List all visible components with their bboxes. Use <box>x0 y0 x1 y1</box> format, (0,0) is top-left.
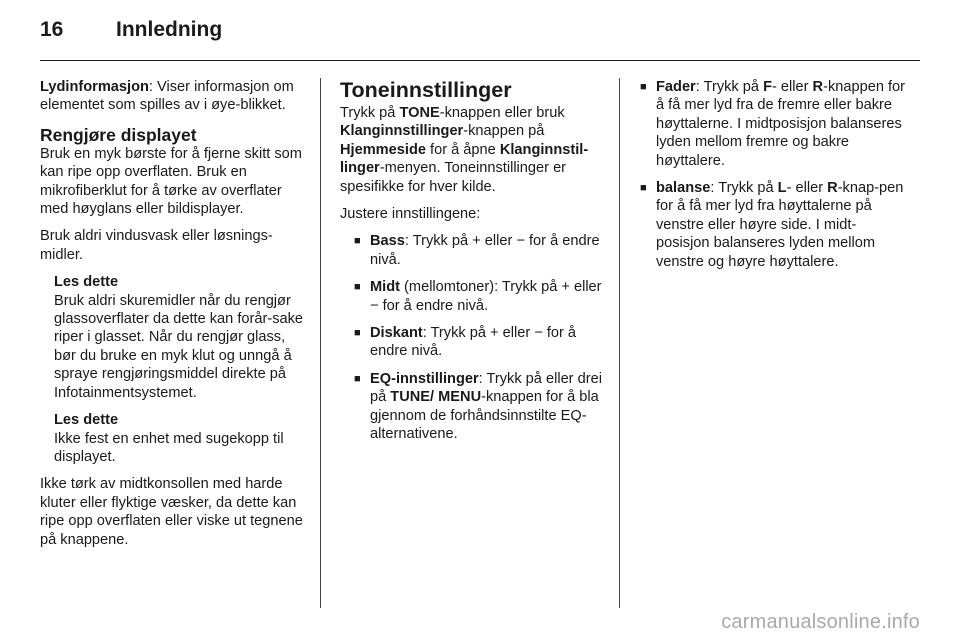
page-header <box>40 18 222 48</box>
list-item-bass: ■ Bass: Trykk på + eller − for å endre nivå. <box>354 232 606 269</box>
clean-display-heading: Rengjøre displayet <box>40 124 197 145</box>
list-item-midt: ■ Midt (mellomtoner): Trykk på + eller − for å endre nivå. <box>354 278 606 315</box>
tone-settings-list <box>354 232 606 443</box>
clean-paragraph-1: Bruk en myk børste for å fjerne skitt som kan ripe opp overflaten. Bruk en mikrofiberklut for å tørke av overflater med høyglans eller bildisplayer. <box>40 145 302 218</box>
list-item-eq: ■ EQ-innstillinger: Trykk på eller drei på TUNE/ MENU-knappen for å bla gjennom de forhåndsinnstilte EQ-alternativene. <box>354 370 606 444</box>
notice-2-label: Les dette <box>54 412 119 429</box>
notice-2-text: Ikke fest en enhet med sugekopp til displayet. <box>54 430 284 465</box>
column-divider-1 <box>320 78 321 608</box>
tone-intro-paragraph: Trykk på TONE-knappen eller bruk Klanginnstillinger-knappen på Hjemmeside for å åpne Klanginnstil-linger-menyen. Toneinnstillinger er spesifikke for hver kilde. <box>340 105 589 195</box>
column-2 <box>340 78 606 453</box>
clean-paragraph-3: Ikke tørk av midtkonsollen med harde kluter eller flyktige væsker, da dette kan ripe opp overflaten eller viske ut tegnene på knappene. <box>40 476 303 548</box>
page-number: 16 <box>40 18 64 41</box>
header-rule <box>40 60 920 61</box>
list-item-balanse: ■ balanse: Trykk på L- eller R-knap-pen for å få mer lyd fra høyttalerne på venstre eller høyre side. I midt-posisjon balanseres lyden mellom venstre og høyre høyttalere. <box>640 179 908 271</box>
list-item-diskant: ■ Diskant: Trykk på + eller − for å endre nivå. <box>354 324 606 361</box>
adjust-settings-label: Justere innstillingene: <box>340 206 481 223</box>
column-1 <box>40 78 306 558</box>
notice-1-label: Les dette <box>54 274 119 291</box>
column-divider-2 <box>619 78 620 608</box>
watermark: carmanualsonline.info <box>721 611 920 633</box>
notice-1-text: Bruk aldri skuremidler når du rengjør glassoverflater da dette kan forår-sake riper i glasset. Når du rengjør glass, bør du bruke en myk klut og unngå å spraye rengjøringsmiddel direkte på Infotainmentsystemet. <box>54 292 304 401</box>
notice-2 <box>54 411 306 466</box>
tone-settings-heading: Toneinnstillinger <box>340 78 512 102</box>
column-3 <box>640 78 908 280</box>
chapter-title: Innledning <box>116 18 223 41</box>
notice-1 <box>54 273 306 402</box>
balance-settings-list <box>640 78 908 271</box>
list-item-fader: ■ Fader: Trykk på F- eller R-knappen for å få mer lyd fra de fremre eller bakre høyttalerne. I midtposisjon balanseres lyden mellom fremre og bakre høyttalere. <box>640 78 908 170</box>
sound-info-paragraph: Lydinformasjon: Viser informasjon om elementet som spilles av i øye-blikket. <box>40 79 294 114</box>
sound-info-term: Lydinformasjon <box>40 79 149 95</box>
clean-paragraph-2: Bruk aldri vindusvask eller løsnings-midler. <box>40 228 273 263</box>
